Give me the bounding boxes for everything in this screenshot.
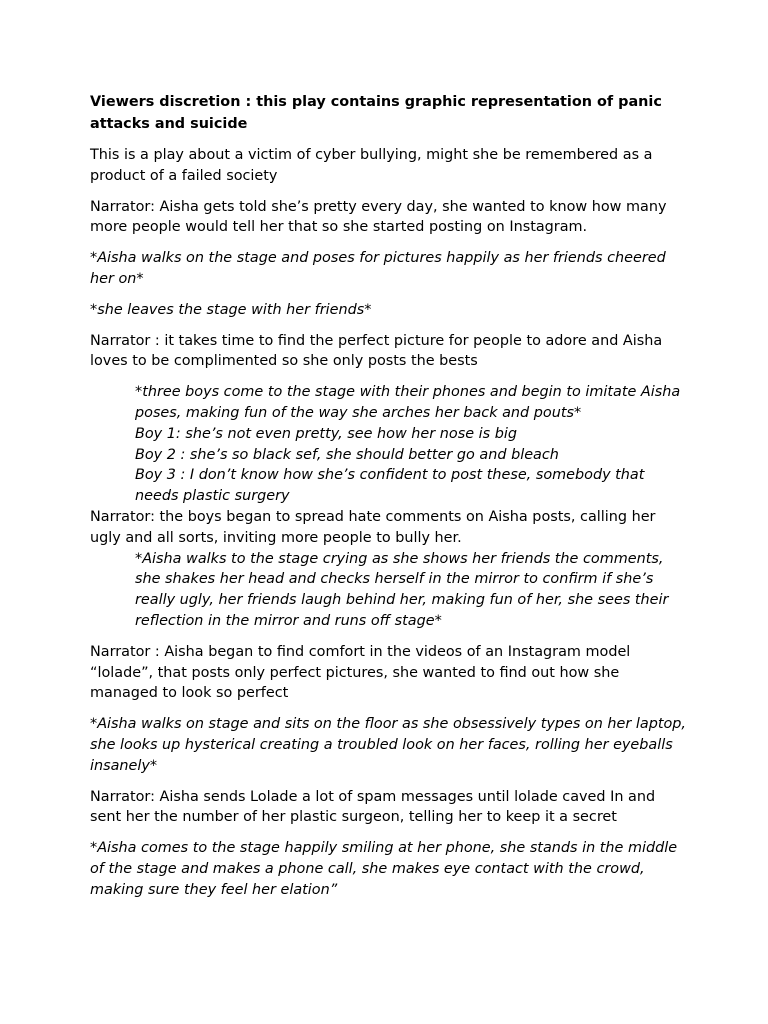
script-content bbox=[90, 91, 690, 911]
stage-direction-1 bbox=[90, 248, 690, 290]
stage-direction-2 bbox=[90, 300, 690, 321]
stage-direction-6 bbox=[90, 838, 690, 900]
stage-direction-4-text: Aisha walks to the stage crying as she shows her friends the comments, she shakes her head and checks herself in the mirror to confirm if she’s really ugly, her friends laugh behind her, making fun of her, she sees their reflection in the mirror and runs off stage* bbox=[135, 550, 669, 629]
stage-direction-5 bbox=[90, 714, 690, 776]
asterisk-mark: * bbox=[90, 840, 98, 857]
viewer-discretion-warning: Viewers discretion : this play contains graphic representation of panic attacks and suicide bbox=[90, 94, 662, 132]
narrator-line-3: Narrator: the boys began to spread hate comments on Aisha posts, calling her ugly and all sorts, inviting more people to bully her. bbox=[90, 508, 656, 546]
narrator-line-4: Narrator : Aisha began to find comfort in the videos of an Instagram model “lolade”, that posts only perfect pictures, she wanted to find out how she managed to look so perfect bbox=[90, 643, 631, 702]
intro-paragraph: This is a play about a victim of cyber bullying, might she be remembered as a product of a failed society bbox=[90, 147, 653, 184]
asterisk-mark: * bbox=[90, 301, 98, 318]
boys-scene bbox=[90, 382, 690, 507]
boy-2-line: Boy 2 : she’s so black sef, she should better go and bleach bbox=[135, 446, 559, 463]
narrator-line-2: Narrator : it takes time to find the perfect picture for people to adore and Aisha loves to be complimented so she only posts the bests bbox=[90, 332, 663, 370]
asterisk-mark: * bbox=[90, 250, 98, 267]
boy-1-line: Boy 1: she’s not even pretty, see how her nose is big bbox=[135, 425, 517, 442]
stage-direction-2-text: she leaves the stage with her friends* bbox=[97, 301, 372, 318]
narrator-line-1: Narrator: Aisha gets told she’s pretty every day, she wanted to know how many more people would tell her that so she started posting on Instagram. bbox=[90, 198, 667, 236]
stage-direction-1-text: Aisha walks on the stage and poses for pictures happily as her friends cheered her on* bbox=[90, 250, 666, 287]
stage-direction-5-text: Aisha walks on stage and sits on the floor as she obsessively types on her laptop, she looks up hysterical creating a troubled look on her faces, rolling her eyeballs insanely* bbox=[90, 716, 686, 774]
narrator-line-5: Narrator: Aisha sends Lolade a lot of spam messages until lolade caved In and sent her the number of her plastic surgeon, telling her to keep it a secret bbox=[90, 788, 656, 826]
stage-direction-3: *three boys come to the stage with their phones and begin to imitate Aisha poses, making fun of the way she arches her back and pouts* bbox=[135, 384, 681, 421]
asterisk-mark: * bbox=[135, 550, 143, 567]
stage-direction-6-text: Aisha comes to the stage happily smiling at her phone, she stands in the middle of the stage and makes a phone call, she makes eye contact with the crowd, making sure they feel her elation” bbox=[90, 840, 678, 898]
asterisk-mark: * bbox=[90, 716, 98, 733]
boy-3-line: Boy 3 : I don’t know how she’s confident to post these, somebody that needs plastic surgery bbox=[135, 467, 645, 505]
stage-direction-4 bbox=[90, 549, 690, 632]
